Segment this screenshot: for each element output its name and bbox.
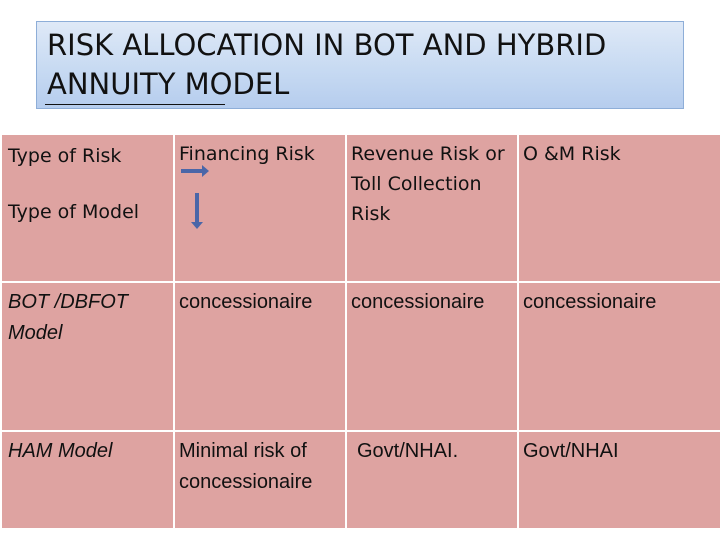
row-revenue-cell [346, 282, 518, 431]
om-risk-header: O &M Risk [523, 143, 621, 165]
table-header-row [1, 134, 720, 282]
ham-om-value: Govt/NHAI [523, 440, 619, 462]
row-financing-cell [174, 431, 346, 529]
ham-revenue-value: Govt/NHAI. [357, 440, 459, 462]
row-om-cell [518, 431, 720, 529]
bot-om-value: concessionaire [523, 291, 657, 313]
header-corner-cell [1, 134, 174, 282]
type-of-model-label: Type of Model [8, 201, 140, 223]
title-line-2: ANNUITY MODEL [47, 67, 290, 101]
bot-revenue-value: concessionaire [351, 291, 485, 313]
risk-table [0, 133, 720, 530]
row-revenue-cell [346, 431, 518, 529]
title-underline [45, 104, 225, 105]
header-revenue-cell [346, 134, 518, 282]
financing-risk-header: Financing Risk [179, 143, 315, 165]
header-om-cell [518, 134, 720, 282]
table-row [1, 431, 720, 529]
row-om-cell [518, 282, 720, 431]
title-line-1: RISK ALLOCATION IN BOT AND HYBRID [47, 28, 607, 62]
down-arrow-icon [195, 193, 199, 223]
ham-model-label: HAM Model [8, 440, 113, 462]
header-financing-cell [174, 134, 346, 282]
title-box [36, 21, 684, 109]
row-model-cell [1, 431, 174, 529]
right-arrow-icon [181, 169, 203, 173]
bot-model-label-line-1: BOT /DBFOT [8, 291, 128, 313]
ham-financing-value-line-2: concessionaire [179, 471, 313, 493]
table-row [1, 282, 720, 431]
bot-financing-value: concessionaire [179, 291, 313, 313]
ham-financing-value-line-1: Minimal risk of [179, 440, 307, 462]
type-of-risk-label: Type of Risk [8, 145, 122, 167]
revenue-risk-header-line-2: Toll Collection [351, 173, 482, 195]
bot-model-label-line-2: Model [8, 322, 63, 344]
revenue-risk-header-line-1: Revenue Risk or [351, 143, 505, 165]
slide-title [47, 26, 677, 104]
row-financing-cell [174, 282, 346, 431]
revenue-risk-header-line-3: Risk [351, 203, 391, 225]
row-model-cell [1, 282, 174, 431]
